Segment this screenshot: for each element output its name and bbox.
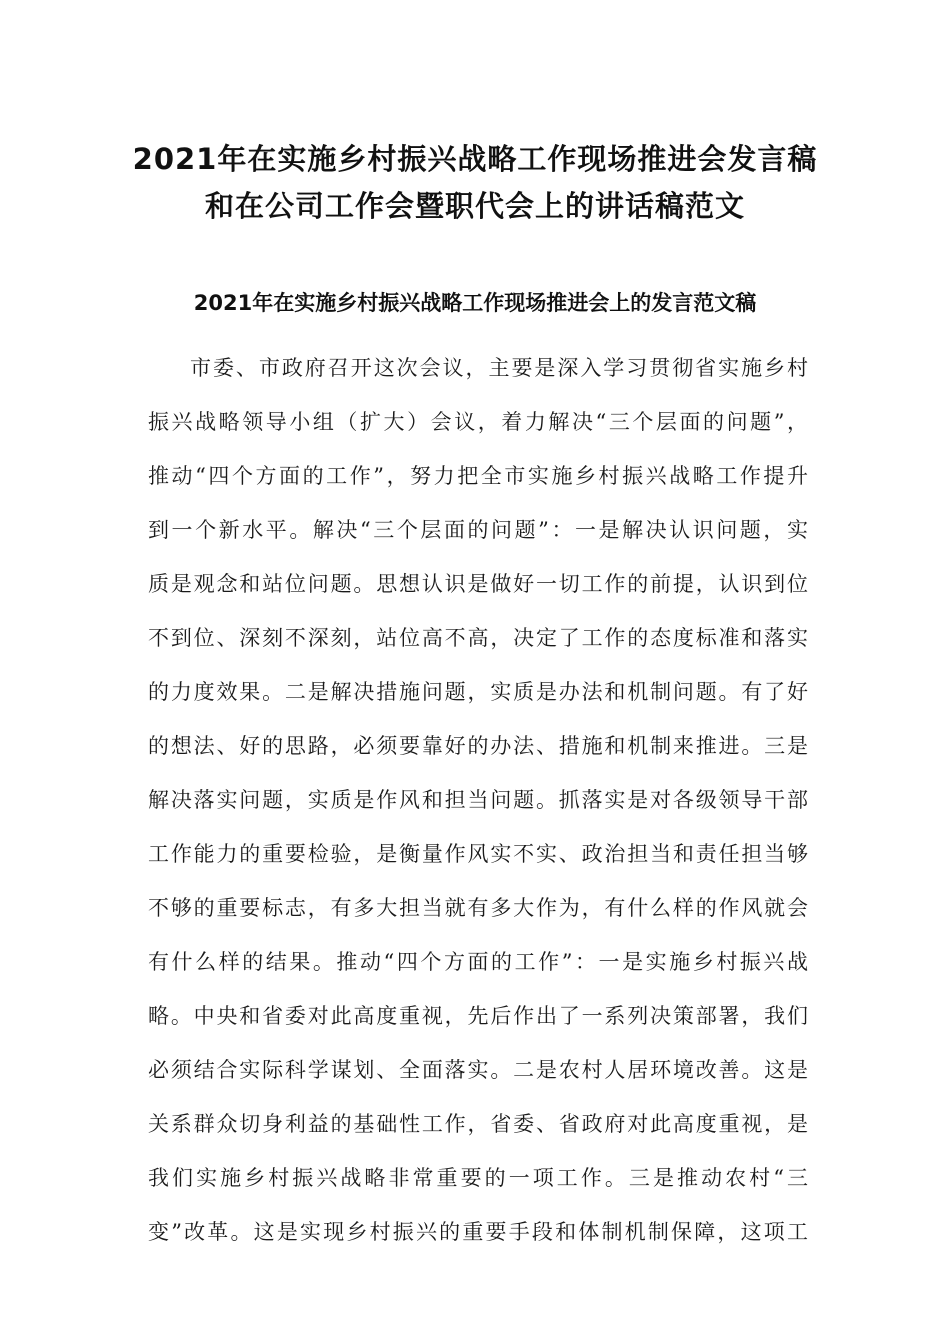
- body-paragraph: [148, 350, 808, 1268]
- paragraph-line: 工作能力的重要检验，是衡量作风实不实、政治担当和责任担当够: [148, 842, 808, 866]
- section-heading: 2021年在实施乡村振兴战略工作现场推进会上的发言范文稿: [193, 291, 757, 315]
- paragraph-line: 的力度效果。二是解决措施问题，实质是办法和机制问题。有了好: [148, 680, 808, 704]
- document-title-line-1: 2021年在实施乡村振兴战略工作现场推进会发言稿: [132, 142, 818, 176]
- paragraph-line: 振兴战略领导小组（扩大）会议，着力解决“三个层面的问题”，: [148, 410, 808, 434]
- document-title-line-2: 和在公司工作会暨职代会上的讲话稿范文: [204, 189, 745, 223]
- paragraph-line: 我们实施乡村振兴战略非常重要的一项工作。三是推动农村“三: [148, 1166, 808, 1190]
- paragraph-line: 略。中央和省委对此高度重视，先后作出了一系列决策部署，我们: [148, 1004, 808, 1028]
- paragraph-line: 市委、市政府召开这次会议，主要是深入学习贯彻省实施乡村: [190, 356, 808, 380]
- paragraph-line: 不到位、深刻不深刻，站位高不高，决定了工作的态度标准和落实: [148, 626, 808, 650]
- paragraph-line: 关系群众切身利益的基础性工作，省委、省政府对此高度重视，是: [148, 1112, 808, 1136]
- paragraph-line: 必须结合实际科学谋划、全面落实。二是农村人居环境改善。这是: [148, 1058, 808, 1082]
- paragraph-line: 变”改革。这是实现乡村振兴的重要手段和体制机制保障，这项工: [148, 1220, 808, 1244]
- paragraph-line: 解决落实问题，实质是作风和担当问题。抓落实是对各级领导干部: [148, 788, 808, 812]
- paragraph-line: 到一个新水平。解决“三个层面的问题”：一是解决认识问题，实: [148, 518, 808, 542]
- paragraph-line: 的想法、好的思路，必须要靠好的办法、措施和机制来推进。三是: [148, 734, 808, 758]
- paragraph-line: 有什么样的结果。推动“四个方面的工作”：一是实施乡村振兴战: [148, 950, 808, 974]
- paragraph-line: 质是观念和站位问题。思想认识是做好一切工作的前提，认识到位: [148, 572, 808, 596]
- paragraph-line: 推动“四个方面的工作”，努力把全市实施乡村振兴战略工作提升: [148, 464, 808, 488]
- paragraph-line: 不够的重要标志，有多大担当就有多大作为，有什么样的作风就会: [148, 896, 808, 920]
